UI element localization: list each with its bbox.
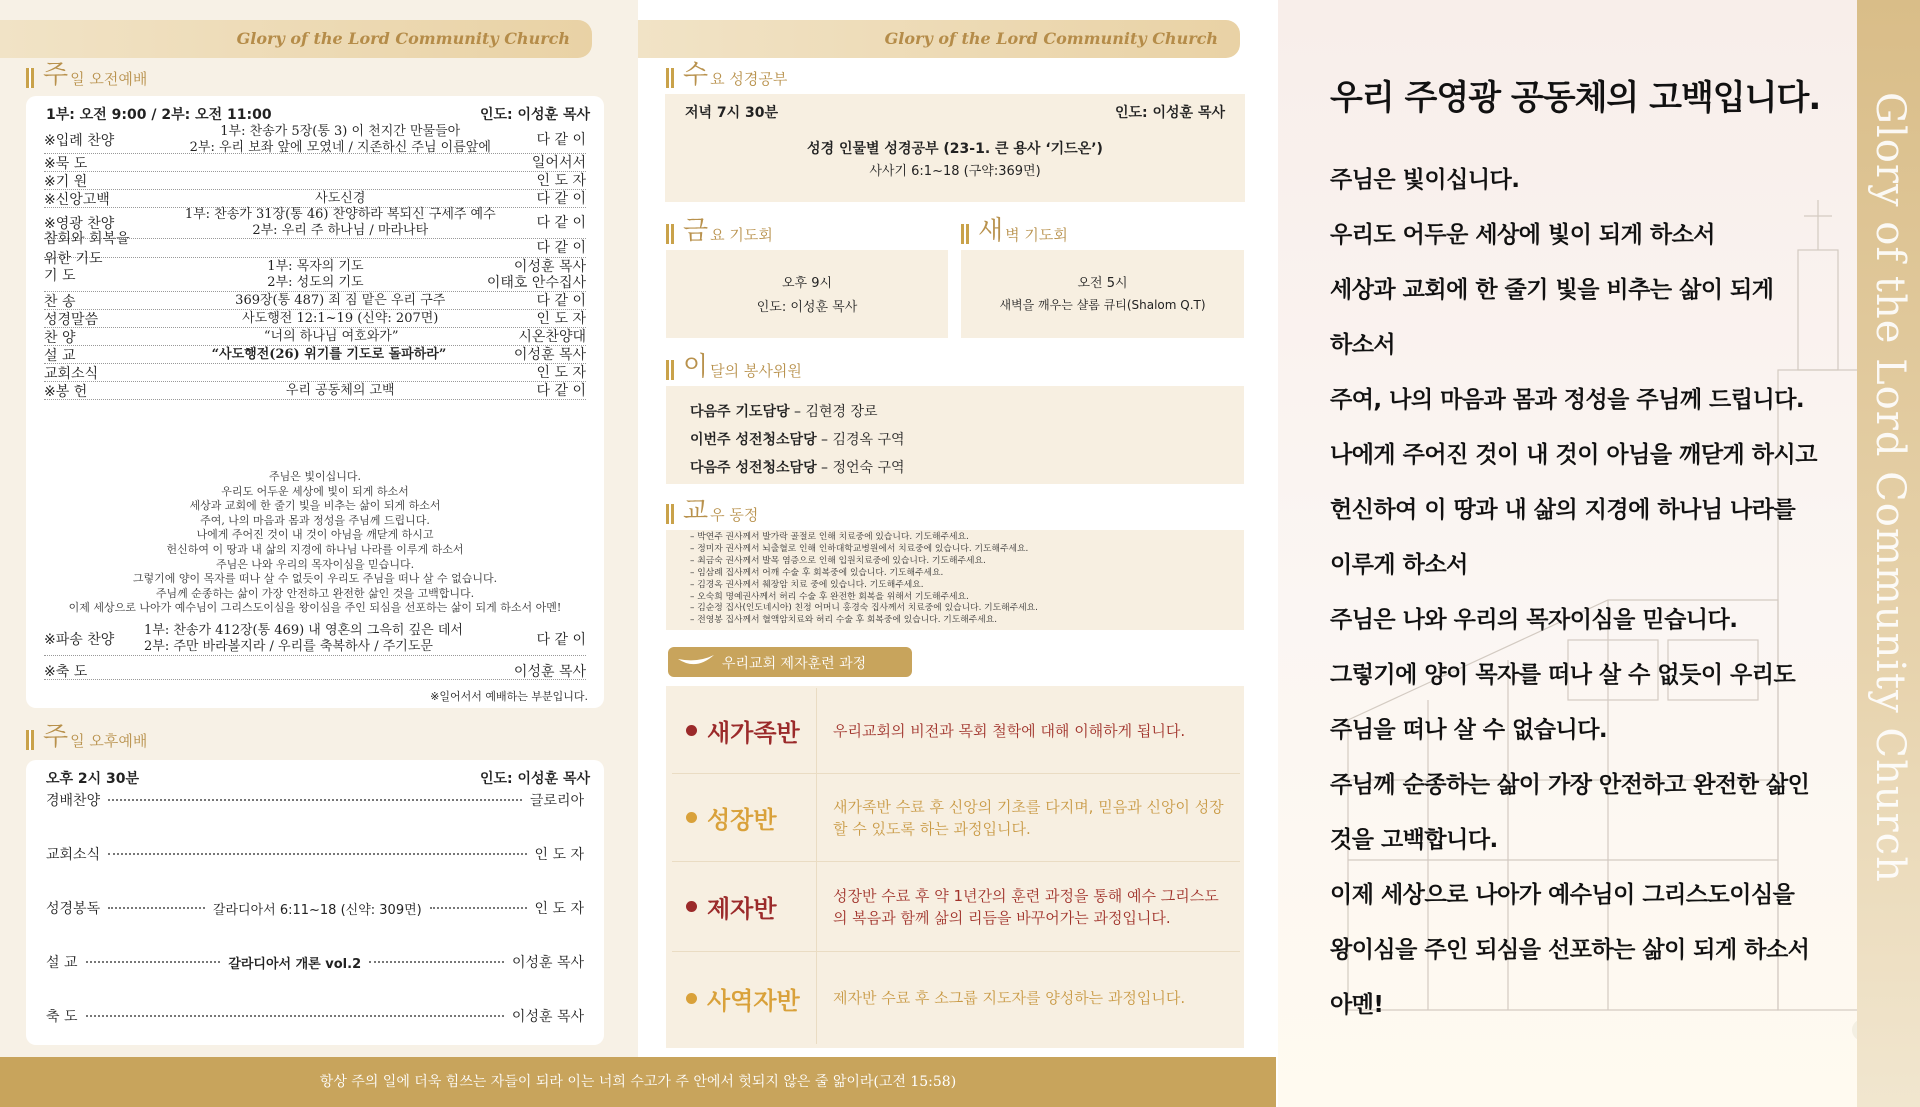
order-person: 다 같 이 — [536, 382, 586, 399]
order-detail: 1부: 찬송가 5장(통 3) 이 천지간 만물들아 2부: 우리 보좌 앞에 모였네 / 지존하신 주님 이름앞에 — [189, 124, 491, 155]
dawn-time: 오전 5시 — [1077, 276, 1128, 291]
news-item: – 오숙희 명예권사께서 허리 수술 후 완전한 회복을 위해서 기도해주세요. — [690, 591, 969, 602]
order-row — [44, 662, 586, 680]
confession-line: 주님께 순종하는 삶이 가장 안전하고 완전한 삶인 — [1330, 772, 1810, 798]
confession-block — [1330, 70, 1850, 1033]
order-detail: 1부: 목자의 기도 2부: 성도의 기도 — [267, 258, 364, 290]
left-panel — [0, 0, 638, 1107]
confession-line: 아멘! — [1330, 992, 1384, 1018]
news-list — [690, 532, 1038, 627]
service-row — [46, 790, 584, 810]
order-detail: 369장(통 487) 죄 짐 맡은 우리 구주 — [235, 292, 446, 308]
confession-lines — [1330, 153, 1850, 1033]
confession-line: 왕이심을 주인 되심을 선포하는 삶이 되게 하소서 — [1330, 937, 1810, 963]
servant-role: 이번주 성전청소담당 — [690, 432, 817, 448]
course-desc: 우리교회의 비전과 목회 철학에 대해 이해하게 됩니다. — [816, 688, 1240, 773]
order-row — [44, 231, 586, 267]
prayer-line: 이제 세상으로 나아가 예수님이 그리스도이심을 왕이심을 주인 되심을 선포하는 삶이 되게 하소서 아멘! — [68, 601, 562, 615]
confession-line: 주여, 나의 마음과 몸과 정성을 주님께 드립니다. — [1330, 387, 1805, 413]
servant-name: – 김현경 장로 — [789, 404, 878, 420]
confession-line: 이제 세상으로 나아가 예수님이 그리스도이심을 — [1330, 882, 1795, 908]
servant-list — [690, 398, 905, 482]
service-row — [46, 898, 584, 918]
service-person: 인 도 자 — [534, 847, 584, 863]
order-label: ※기 원 — [44, 173, 88, 190]
order-person: 다 같 이 — [536, 215, 586, 231]
morning-leader: 인도: 이성훈 목사 — [479, 107, 590, 123]
servant-item — [690, 426, 905, 454]
order-row — [44, 154, 586, 172]
service-label: 경배찬양 — [46, 793, 101, 809]
morning-time: 1부: 오전 9:00 / 2부: 오전 11:00 — [46, 107, 272, 123]
order-label: ※신앙고백 — [44, 191, 110, 208]
church-header-2: Glory of the Lord Community Church — [638, 20, 1240, 58]
course-name: 사역자반 — [707, 985, 800, 1015]
course-desc: 제자반 수료 후 소그룹 지도자를 양성하는 과정입니다. — [816, 952, 1240, 1044]
order-person: 인 도 자 — [536, 172, 586, 189]
order-person: 다 같 이 — [536, 292, 586, 309]
servant-name: – 정언숙 구역 — [816, 460, 905, 476]
order-person: 다 같 이 — [536, 132, 586, 148]
church-header: Glory of the Lord Community Church — [0, 20, 592, 58]
order-label: ※파송 찬양 — [44, 631, 115, 648]
confession-line: 주님은 빛이십니다. — [1330, 167, 1520, 193]
confession-line: 것을 고백합니다. — [1330, 827, 1498, 853]
wednesday-leader: 인도: 이성훈 목사 — [1114, 105, 1225, 121]
news-item: – 박연주 권사께서 발가락 골절로 인해 치료중에 있습니다. 기도해주세요. — [690, 532, 969, 542]
service-label: 축 도 — [46, 1009, 78, 1025]
order-row — [44, 328, 586, 346]
service-detail: 갈라디아서 개론 vol.2 — [228, 956, 362, 972]
confession-line: 헌신하여 이 땅과 내 삶의 지경에 하나님 나라를 — [1330, 497, 1796, 523]
news-item: – 임삼례 집사께서 어깨 수술 후 회복중에 있습니다. 기도해주세요. — [690, 567, 944, 578]
service-person: 글로리아 — [529, 793, 584, 809]
course-row — [672, 952, 1240, 1044]
order-person: 시온찬양대 — [518, 328, 586, 345]
prayer-line: 주여, 나의 마음과 몸과 정성을 주님께 드립니다. — [200, 513, 430, 527]
leader-dots — [86, 1015, 504, 1017]
dawn-desc: 새벽을 깨우는 샬롬 큐티(Shalom Q.T) — [999, 298, 1206, 312]
service-person: 이성훈 목사 — [511, 955, 585, 971]
course-name: 성장반 — [707, 805, 777, 834]
order-detail: “너의 하나님 여호와가” — [263, 328, 399, 344]
bullet-dot-icon — [686, 901, 697, 912]
leader-dots — [369, 961, 504, 963]
leader-dots — [108, 799, 522, 801]
morning-service-card — [26, 96, 604, 708]
dawn-title: 새 벽 기도회 — [961, 218, 1068, 244]
course-row — [672, 774, 1240, 862]
afternoon-time: 오후 2시 30분 — [46, 771, 140, 787]
sunday-afternoon-title: 주 일 오후예배 — [26, 724, 147, 750]
prayer-line: 그렇기에 양이 목자를 떠나 살 수 없듯이 우리도 주님을 떠나 살 수 없습니다. — [132, 572, 498, 586]
sunday-morning-title: 주 일 오전예배 — [26, 62, 147, 88]
service-label: 성경봉독 — [46, 901, 101, 917]
servant-role: 다음주 성전청소담당 — [690, 460, 817, 476]
course-desc: 새가족반 수료 후 신앙의 기초를 다지며, 믿음과 신앙이 성장할 수 있도록 하는 과정입니다. — [816, 774, 1240, 861]
prayer-line: 헌신하여 이 땅과 내 삶의 지경에 하나님 나라를 이루게 하소서 — [166, 542, 464, 556]
news-item: – 김순정 집사(인도네시아) 친정 어머니 홍경숙 집사께서 치료중에 있습니다. 기도해주세요. — [690, 603, 1038, 614]
vertical-brand-text: Glory of the Lord Community Church — [1867, 92, 1913, 883]
prayer-line: 우리도 어두운 세상에 빛이 되게 하소서 — [221, 484, 409, 498]
order-person: 다 같 이 — [536, 190, 586, 207]
order-row — [44, 382, 586, 400]
course-row — [672, 688, 1240, 774]
afternoon-leader: 인도: 이성훈 목사 — [479, 771, 590, 787]
friday-time: 오후 9시 — [781, 276, 833, 291]
friday-title: 금 요 기도회 — [666, 218, 773, 244]
servant-name: – 김경옥 구역 — [816, 432, 905, 448]
confession-line: 주님은 나와 우리의 목자이심을 믿습니다. — [1330, 607, 1738, 633]
order-label: ※영광 찬양 — [44, 216, 115, 232]
order-detail: 우리 공동체의 고백 — [285, 382, 395, 398]
dove-icon — [678, 655, 714, 669]
order-label: 참회와 회복을 위한 기도 — [44, 231, 130, 267]
order-person: 인 도 자 — [536, 364, 586, 381]
order-detail: 사도행전 12:1~19 (신약: 207면) — [242, 310, 439, 326]
order-row — [44, 622, 586, 656]
confession-line: 하소서 — [1330, 332, 1396, 358]
prayer-line: 주님은 나와 우리의 목자이심을 믿습니다. — [215, 557, 415, 571]
order-detail: 1부: 찬송가 31장(통 46) 찬양하라 복되신 구세주 예수 2부: 우리 주 하나님 / 마라나타 — [184, 207, 496, 238]
order-label: 찬 송 — [44, 293, 76, 310]
order-person: 일어서서 — [531, 154, 586, 171]
wednesday-study: 성경 인물별 성경공부 (23-1. 큰 용사 ‘기드온’) — [807, 141, 1103, 157]
service-label: 설 교 — [46, 955, 78, 971]
confession-line: 나에게 주어진 것이 내 것이 아님을 깨닫게 하시고 — [1330, 442, 1817, 468]
service-row — [46, 1006, 584, 1026]
leader-dots — [108, 907, 205, 909]
order-row — [44, 190, 586, 208]
service-row — [46, 844, 584, 864]
servant-item — [690, 398, 905, 426]
course-name-cell — [672, 952, 816, 1044]
order-row — [44, 346, 586, 364]
wednesday-time: 저녁 7시 30분 — [685, 105, 779, 121]
wednesday-passage: 사사기 6:1~18 (구약:369면) — [869, 164, 1041, 179]
servant-role: 다음주 기도담당 — [690, 404, 790, 420]
confession-line: 그렇기에 양이 목자를 떠나 살 수 없듯이 우리도 — [1330, 662, 1796, 688]
course-row — [672, 862, 1240, 952]
news-item: – 전영봉 집사께서 혈액암치료와 허리 수술 후 회복중에 있습니다. 기도해주세요. — [690, 615, 998, 626]
course-desc: 성장반 수료 후 약 1년간의 훈련 과정을 통해 예수 그리스도의 복음과 함께 삶의 리듬을 바꾸어가는 과정입니다. — [816, 862, 1240, 951]
order-person: 이성훈 목사 — [513, 663, 586, 680]
order-label: 설 교 — [44, 347, 76, 364]
leader-dots — [86, 961, 221, 963]
servant-item — [690, 454, 905, 482]
prayer-line: 나에게 주어진 것이 내 것이 아님을 깨닫게 하시고 — [196, 528, 434, 542]
prayer-line: 주님께 순종하는 삶이 가장 안전하고 완전한 삶인 것을 고백합니다. — [155, 586, 475, 600]
servants-box — [666, 386, 1244, 484]
confession-title: 우리 주영광 공동체의 고백입니다. — [1330, 78, 1821, 118]
news-item: – 김경옥 권사께서 췌장암 치료 중에 있습니다. 기도해주세요. — [690, 579, 924, 590]
news-item: – 정미자 권사께서 뇌출혈로 인해 인하대학교병원에서 치료중에 있습니다. 기도해주세요. — [690, 543, 1029, 554]
footer-verse: 항상 주의 일에 더욱 힘쓰는 자들이 되라 이는 너희 수고가 주 안에서 헛되지 않은 줄 앎이라(고전 15:58) — [0, 1057, 1276, 1107]
order-row — [44, 364, 586, 382]
service-label: 교회소식 — [46, 847, 101, 863]
course-name-cell — [672, 774, 816, 861]
news-title: 교 우 동정 — [666, 498, 758, 524]
confession-line: 우리도 어두운 세상에 빛이 되게 하소서 — [1330, 222, 1716, 248]
order-row — [44, 258, 586, 292]
order-row — [44, 310, 586, 328]
service-row — [46, 952, 584, 972]
courses-banner: 우리교회 제자훈련 과정 — [668, 647, 912, 677]
order-detail: 사도신경 — [315, 190, 366, 206]
dawn-box — [961, 250, 1244, 338]
order-person: 이성훈 목사 이태호 안수집사 — [486, 258, 586, 291]
service-detail: 갈라디아서 6:11~18 (신약: 309면) — [212, 902, 422, 918]
friday-box — [666, 250, 948, 338]
vertical-brand-strip — [1857, 0, 1920, 1107]
friday-leader: 인도: 이성훈 목사 — [756, 300, 858, 315]
news-box — [666, 530, 1244, 630]
order-detail: “사도행전(26) 위기를 기도로 돌파하라” — [211, 346, 447, 362]
order-label: ※묵 도 — [44, 155, 88, 172]
service-person: 이성훈 목사 — [511, 1009, 584, 1025]
order-row — [44, 172, 586, 190]
confession-line: 주님을 떠나 살 수 없습니다. — [1330, 717, 1608, 743]
course-name: 제자반 — [707, 894, 777, 923]
afternoon-service-card — [26, 760, 604, 1045]
order-person: 다 같 이 — [536, 631, 586, 648]
order-row — [44, 292, 586, 310]
confession-line: 세상과 교회에 한 줄기 빛을 비추는 삶이 되게 — [1330, 277, 1774, 303]
order-label: 성경말씀 — [44, 311, 99, 328]
order-person: 이성훈 목사 — [513, 346, 586, 363]
prayer-line: 주님은 빛이십니다. — [268, 470, 361, 483]
wednesday-title: 수 요 성경공부 — [666, 62, 787, 88]
bullet-dot-icon — [686, 725, 697, 736]
servants-title: 이 달의 봉사위원 — [666, 354, 802, 380]
order-person: 인 도 자 — [536, 310, 586, 327]
course-name-cell — [672, 688, 816, 773]
leader-dots — [108, 853, 526, 855]
news-item: – 최금숙 권사께서 발목 염증으로 인해 입원치료중에 있습니다. 기도해주세요. — [690, 555, 986, 566]
course-name: 새가족반 — [707, 718, 800, 747]
order-label: 찬 양 — [44, 329, 76, 346]
order-label: ※봉 헌 — [44, 383, 88, 400]
bullet-dot-icon — [686, 993, 697, 1004]
wednesday-box — [665, 94, 1245, 202]
order-label: ※입례 찬양 — [44, 133, 115, 149]
order-detail: 1부: 찬송가 412장(통 469) 내 영혼의 그윽히 깊은 데서 2부: 주만 바라볼지라 / 우리를 축복하사 / 주기도문 — [144, 622, 463, 654]
order-label: 교회소식 — [44, 365, 99, 382]
bullet-dot-icon — [686, 812, 697, 823]
offering-prayer — [46, 470, 584, 616]
prayer-line: 세상과 교회에 한 줄기 빛을 비추는 삶이 되게 하소서 — [189, 499, 441, 513]
confession-line: 이루게 하소서 — [1330, 552, 1468, 578]
course-name-cell — [672, 862, 816, 951]
order-row — [44, 124, 586, 155]
order-person: 다 같 이 — [536, 240, 586, 256]
leader-dots — [430, 907, 527, 909]
order-label: 기 도 — [44, 267, 76, 284]
order-label: ※축 도 — [44, 663, 88, 680]
service-person: 인 도 자 — [534, 901, 585, 917]
standing-note: ※일어서서 예배하는 부분입니다. — [430, 690, 588, 703]
